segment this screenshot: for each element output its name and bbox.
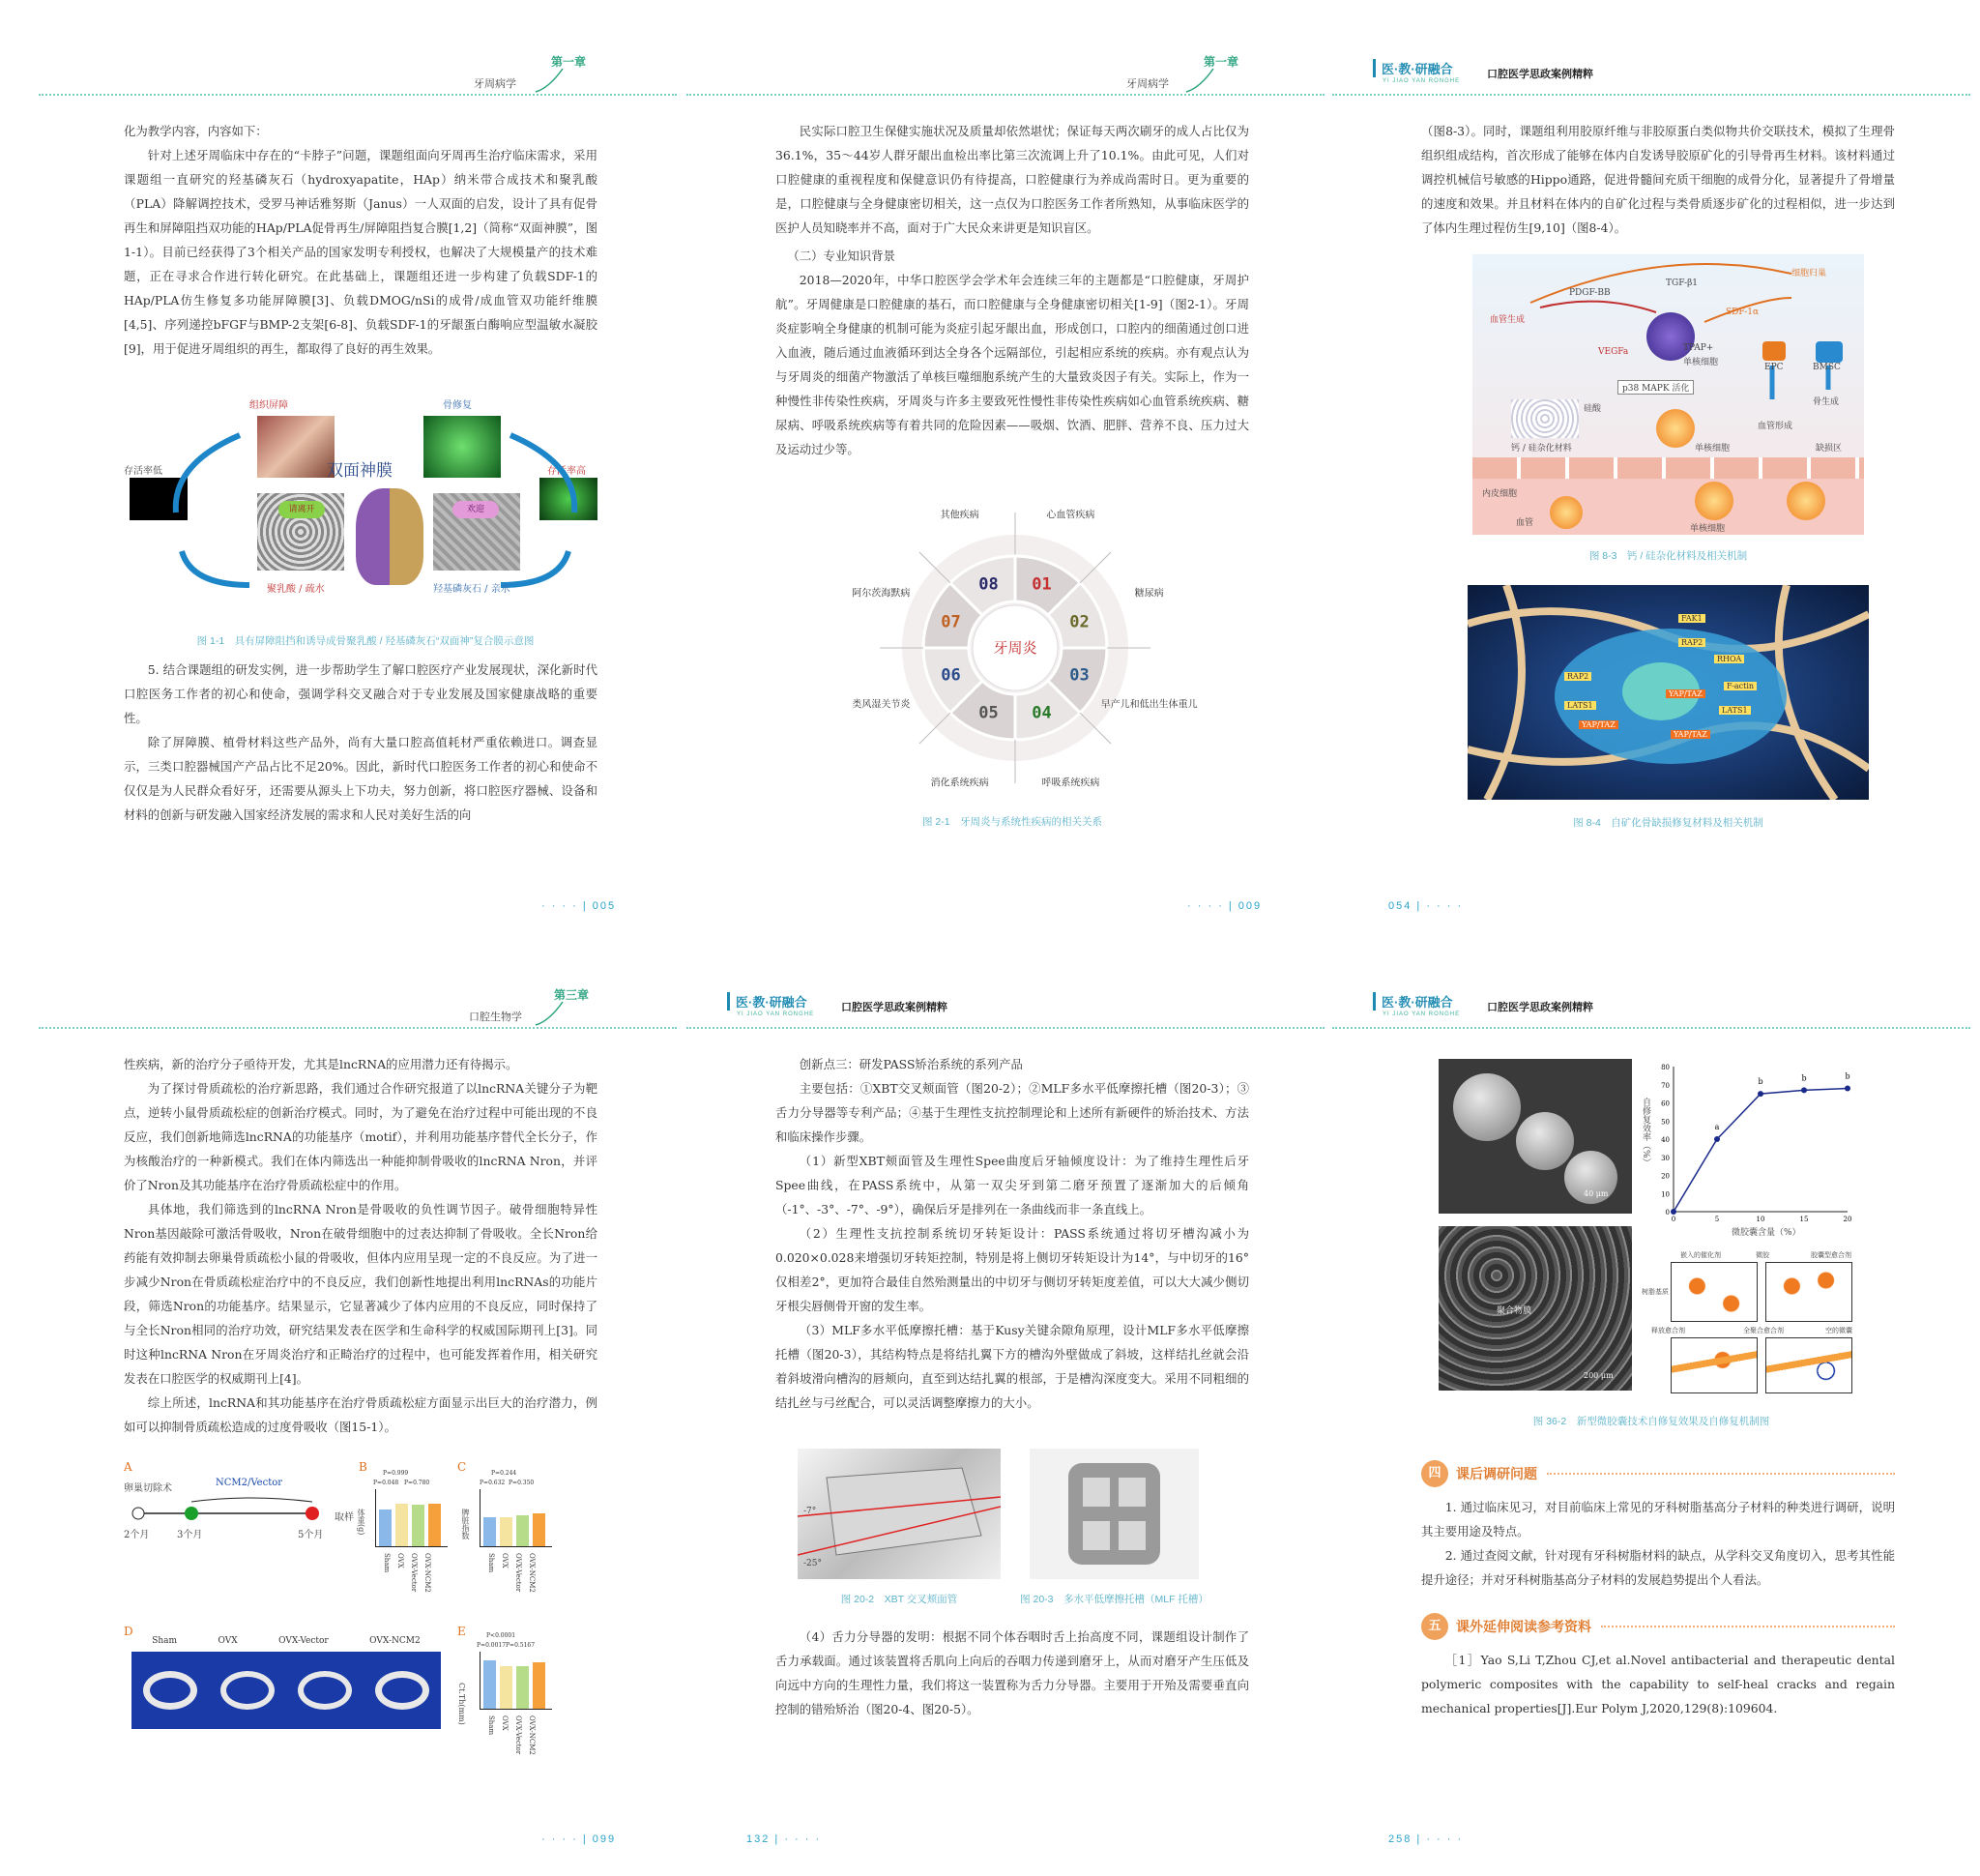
ca-si-mechanism-figure [1472,254,1864,535]
wheel-diagram [822,508,1208,827]
data-point [1671,1209,1676,1215]
p-value: P<0.0001 [486,1632,516,1639]
bar [428,1504,441,1546]
significance-letter: b [1758,1077,1763,1087]
data-point [1758,1091,1763,1097]
group-label: OVX-Vector [278,1636,329,1646]
y-tick-label: 30 [1661,1154,1670,1162]
header-rule [686,1027,1325,1029]
axis-label: Ct.Th(mm) [457,1683,466,1725]
y-tick-label: 50 [1661,1118,1670,1127]
paragraph: （3）MLF多水平低摩擦托槽：基于Kusy关键余隙角原理，设计MLF多水平低摩擦托槽（图20-3），其结构特点是将结扎翼下方的槽沟外壁做成了斜坡，这样结扎丝就会沿着斜坡滑向槽沟的唇颊向，直至到达结扎翼的根部，于是槽沟深度变大。采用不同粗细的结扎丝与弓丝配合，可以灵活调整摩擦力的大小。 [775,1323,1249,1410]
bone-section [143,1671,197,1710]
group-ticks [383,1553,431,1593]
page-number: 258 | · · · · [1388,1833,1464,1845]
fig-label: 骨修复 [443,400,472,411]
mechanism-label: 缺损区 [1816,444,1843,454]
bar [395,1504,408,1546]
mechanism-label: PDGF-BB [1569,288,1611,298]
protein-tag: RHOA [1714,655,1744,663]
paragraph: 针对上述牙周临床中存在的“卡脖子”问题，课题组面向牙周再生治疗临床需求，采用课题组一直研究的羟基磷灰石（hydroxyapatite，HAp）纳米带合成技术和聚乳酸（PLA）降解调控技术，受罗马神话雅努斯（Janus）一人双面的启发，设计了具有促骨再生和屏障阻挡双功能的HAp/PLA促骨再生/屏障阻挡复合膜[1,2]（简称“双面神膜”，图1-1）。目前已经获得了3个相关产品的国家发明专利授权，也解决了大规模量产的技术难题，正在寻求合作进行转化研究。在此基础上，课题组还进一步构建了负载SDF-1的HAp/PLA仿生修复多功能屏障膜[3]、负载DMOG/nSi的成骨/成血管双功能纤维膜[4,5]、序列递控bFGF与BMP-2支架[6-8]、负载SDF-1的牙龈蛋白酶响应型温敏水凝胶[9]，用于促进牙周组织的再生，都取得了良好的再生效果。 [124,148,597,356]
welcome-badge: 欢迎 [452,501,499,518]
mechanism-label: EPC [1764,363,1784,372]
data-point [1845,1086,1850,1092]
mechanism-label: TPAP+ [1683,343,1714,353]
p-value: P=0.5167 [506,1642,536,1649]
figure-caption: 图 2-1 牙周炎与系统性疾病的相关关系 [921,816,1103,828]
group-label: OVX [218,1636,238,1646]
tick-label: Sham [487,1553,495,1573]
running-section: 口腔生物学 [469,1011,522,1023]
significance-letter: a [1714,1123,1720,1131]
y-tick-label: 80 [1661,1064,1670,1071]
book-title: 口腔医学思政案例精粹 [1487,1002,1593,1013]
y-tick-label: 20 [1661,1172,1670,1181]
running-chapter: 第一章 [551,55,587,69]
tick-label: OVX [501,1715,509,1731]
protein-tag: LATS1 [1564,701,1596,710]
bar [500,1517,512,1546]
body-text [775,119,1249,461]
paragraph: （2）生理性支抗控制系统切牙转矩设计：PASS系统通过将切牙槽沟减小为0.020×0.028来增强切牙转矩控制，特别是将上侧切牙转矩设计为14°，与中切牙的16°仅相差2°，更加符合最佳自然殆测量出的中切牙与侧切牙转矩度差值，可以大大减少侧切牙根尖唇侧骨开窗的发生率。 [775,1226,1249,1313]
axis-label: 体重(g) [357,1509,365,1536]
segment-number: 07 [941,612,961,632]
healing-mechanism-panels [1642,1250,1864,1395]
mechanism-label: 血管形成 [1758,422,1793,431]
disease-label: 糖尿病 [1134,588,1164,600]
microcapsule [1453,1073,1521,1141]
scale-bar-label: 200 μm [1584,1371,1614,1380]
body-text [1421,119,1895,240]
body-text-top [124,119,597,361]
brand-title: 医·教·研融合 [1373,992,1453,1011]
panel-letter: E [457,1625,466,1638]
subheading: （二）专业知识背景 [787,249,895,263]
periodontitis-wheel-figure [822,508,1208,827]
reference-item: ［1］Yao S,Li T,Zhou CJ,et al.Novel antibacterial and therapeutic dental polymeric composites with the capability to self-heal cracks and regain mechanical properties[J].Eur Polym J,2020,129(8):109604. [1421,1653,1895,1715]
bone-section [375,1671,429,1710]
bracket-drawing [1030,1449,1199,1579]
segment-number: 05 [978,703,999,723]
header-rule [686,94,1325,96]
question-item: 2. 通过查阅文献，针对现有牙科树脂材料的缺点，从学科交叉角度切入，思考其性能提升途径；并对牙科树脂基高分子材料的发展趋势提出个人看法。 [1421,1548,1895,1587]
wheel-center-label: 牙周炎 [993,639,1037,657]
tick-label: Sham [487,1715,495,1736]
body-text-top [775,1052,1249,1415]
tick-label: Sham [383,1553,391,1573]
y-tick-label: 10 [1661,1190,1670,1199]
page-header [686,44,1325,102]
segment-number: 01 [1032,574,1052,595]
leave-badge: 请离开 [278,501,325,518]
mechanism-label: BMSC [1813,363,1841,372]
significance-letter: b [1845,1071,1850,1081]
axis-label: 自修复效率（%） [1641,1098,1650,1167]
protein-tag: YAP/TAZ [1579,720,1618,729]
page-005 [39,44,677,919]
mechanism-label: 血管 [1516,518,1534,528]
mech-label: 微胶 [1756,1251,1769,1259]
book-title: 口腔医学思政案例精粹 [841,1002,947,1013]
mechanism-label: 细胞归巢 [1791,269,1827,278]
figure-caption: 图 20-2 XBT 交叉颊面管 [840,1594,958,1605]
header-rule [1332,94,1970,96]
xbt-drawing [798,1449,1001,1579]
fig-label: 羟基磷灰石 / 亲水 [433,584,510,595]
paragraph: 化为教学内容，内容如下： [124,124,268,138]
page-header [1332,977,1970,1035]
bone-section [298,1671,352,1710]
disease-label: 其他疾病 [940,510,979,521]
mechanism-label: 单核细胞 [1683,358,1719,367]
paragraph: 为了探讨骨质疏松的治疗新思路，我们通过合作研究报道了以lncRNA关键分子为靶点，逆转小鼠骨质疏松症的创新治疗模式。同时，为了避免在治疗过程中可能出现的不良反应，我们创新地筛选lncRNA的功能基序（motif），并利用功能基序替代全长分子，作为核酸治疗的一种新模式。我们在体内筛选出一种能抑制骨吸收的lncRNA Nron，并评价了Nron及其功能基序在治疗骨质疏松症中的作用。 [124,1081,597,1192]
section-number: 四 [1421,1460,1448,1487]
y-tick-label: 40 [1661,1136,1670,1144]
mechanism-label: TGF-β1 [1666,278,1699,288]
micro-ct-panel [131,1652,441,1729]
disease-label: 心血管疾病 [1046,510,1095,521]
mechanism-label: 钙 / 硅杂化材料 [1511,444,1572,454]
timeline-label: 取样 [335,1512,354,1523]
paragraph: 综上所述，lncRNA和其功能基序在治疗骨质疏松症方面显示出巨大的治疗潜力，例如可以抑制骨质疏松造成的过度骨吸收（图15-1）。 [124,1395,597,1434]
section-heading [1421,1460,1895,1487]
xbt-buccal-tube-figure [798,1449,1001,1579]
page-number: · · · · | 005 [541,900,617,912]
paragraph: （图8-3）。同时，课题组利用胶原纤维与非胶原蛋白类似物共价交联技术，模拟了生理骨组织组成结构，首次形成了能够在体内自发诱导胶原矿化的引导骨再生材料。该材料通过调控机械信号敏感的Hippo通路，促进骨髓间充质干细胞的成骨分化，显著提升了骨增量的速度和效果。并且材料在体内的自矿化过程与类骨质逐步矿化的过程相似，进一步达到了体内生理过程仿生[9,10]（图8-4）。 [1421,124,1895,235]
paragraph: 民实际口腔卫生保健实施状况及质量却依然堪忧；保证每天两次刷牙的成人占比仅为36.1%，35～44岁人群牙龈出血检出率比第三次流调上升了10.1%。由此可见，人们对口腔健康的重视程度和保健意识仍有待提高，口腔健康行为养成尚需时日。更为重要的是，口腔健康与全身健康密切相关，这一点仅为口腔医务工作者所熟知，从事临床医学的医护人员知晓率并不高，面对于广大民众来讲更是知识盲区。 [775,124,1249,235]
tick-label: OVX [501,1553,509,1568]
figure-caption: 图 8-4 自矿化骨缺损修复材料及相关机制 [1573,817,1763,829]
protein-tag: YAP/TAZ [1666,689,1705,698]
chart-axes [1674,1067,1848,1212]
page-132 [686,977,1325,1852]
paragraph: 主要包括：①XBT交叉颊面管（图20-2）；②MLF多水平低摩擦托槽（图20-3）；③舌力分导器等专利产品；④基于生理性支抗控制理论和上述所有新硬件的矫治技术、方法和临床操作步骤。 [775,1081,1249,1144]
axis-label: 微胶囊含量（%） [1732,1228,1801,1238]
body-text [124,1052,597,1439]
mech-label: 全聚合愈合剂 [1743,1327,1784,1334]
protein-tag: FAK1 [1678,614,1705,623]
mech-label: 空的微囊 [1825,1327,1852,1334]
mechanism-label: p38 MAPK 活化 [1617,380,1694,395]
timeline-label: 卵巢切除术 [124,1483,172,1494]
segment-number: 02 [1069,612,1090,632]
segment-number: 03 [1069,665,1090,686]
mechanism-label: 硅酸 [1584,404,1602,414]
paragraph: 创新点三：研发PASS矫治系统的系列产品 [799,1057,1023,1071]
mechanism-label: 血管生成 [1490,315,1526,325]
tick-label: OVX-Vector [514,1553,522,1593]
section-rule [1547,1473,1895,1475]
page-009 [686,44,1325,919]
running-chapter: 第一章 [1204,55,1239,69]
mech-label: 树脂基质 [1642,1288,1669,1296]
x-tick-label: 15 [1799,1216,1809,1223]
panel-letter: D [124,1625,133,1638]
protein-tag: LATS1 [1719,706,1751,715]
line-chart [1640,1059,1862,1243]
p-value: P=0.244 [491,1470,517,1477]
timeline-label: 3个月 [177,1530,203,1540]
sem-fracture-surface [1439,1226,1632,1391]
running-chapter: 第三章 [554,988,590,1002]
p-value: P=0.999 [383,1470,409,1477]
bar [500,1666,512,1709]
timeline-label: 5个月 [298,1530,324,1540]
angle-label: -25° [803,1559,822,1568]
data-point [1714,1136,1720,1142]
figure-caption: 图 20-3 多水平低摩擦托槽（MLF 托槽） [1020,1594,1208,1605]
protein-tag: RAP2 [1564,672,1591,681]
bar [533,1513,545,1546]
brand-pinyin: YI JIAO YAN RONGHE [1383,1011,1461,1017]
mechanism-label: VEGFa [1598,347,1629,357]
self-mineralizing-figure [1468,585,1869,800]
figure-caption: 图 8-3 钙 / 硅杂化材料及相关机制 [1588,550,1748,562]
timeline-label: 2个月 [124,1530,150,1540]
x-tick-label: 20 [1843,1216,1852,1223]
bar [483,1660,496,1709]
micro-ct-labels [131,1636,441,1646]
tick-label: OVX-NCM2 [423,1553,431,1593]
self-healing-chart [1640,1059,1862,1243]
series-line [1674,1089,1848,1213]
question-item: 1. 通过临床见习，对目前临床上常见的牙科树脂基高分子材料的种类进行调研，说明其主要用途及特点。 [1421,1500,1895,1539]
page-099 [39,977,677,1852]
mechanism-label: 骨生成 [1813,397,1840,407]
figure-caption: 图 36-2 新型微胶囊技术自修复效果及自修复机制图 [1532,1416,1770,1427]
janus-membrane-figure [124,396,607,619]
protein-tag: RAP2 [1678,638,1705,647]
group-label: OVX-NCM2 [369,1636,421,1646]
post-class-section [1421,1451,1895,1720]
segment-number: 04 [1032,703,1052,723]
page-header [686,977,1325,1035]
fig-label: 组织屏障 [249,400,288,411]
x-tick-label: 10 [1756,1216,1765,1223]
y-tick-label: 0 [1665,1209,1670,1216]
disease-label: 阿尔茨海默病 [852,588,911,600]
timeline-label: NCM2/Vector [216,1478,283,1488]
paragraph: （1）新型XBT颊面管及生理性Spee曲度后牙轴倾度设计：为了维持生理性后牙Spee曲线，在PASS系统中，从第一双尖牙到第二磨牙预置了逐渐加大的后倾角（-1°、-3°、-7°、-9°），确保后牙是排列在一条曲线而非一条直线上。 [775,1154,1249,1216]
disease-label: 消化系统疾病 [930,777,989,789]
tick-label: OVX-Vector [410,1553,418,1593]
segment-number: 06 [941,665,961,686]
bar [483,1517,496,1546]
axis-label: 脾脏指数 [461,1509,470,1539]
paragraph: 具体地，我们筛选到的lncRNA Nron是骨吸收的负性调节因子。破骨细胞特异性Nron基因敲除可激活骨吸收，Nron在破骨细胞中的过表达抑制了骨吸收。全长Nron给药能有效抑制去卵巢骨质疏松小鼠的骨吸收，但体内应用呈现一定的不良反应。为了进一步减少Nron在骨质疏松症治疗中的不良反应，我们创新性地提出利用lncRNAs的功能片段，筛选Nron的功能基序。结果显示，它显著减少了体内应用的不良反应，同时保持了与全长Nron相同的治疗功效，研究结果发表在医学和生命科学的权威国际期刊上[3]。同时这种lncRNA Nron在牙周炎治疗和正畸治疗的过程中，也可能发挥着作用，相关研究发表在口腔医学的权威期刊上[4]。 [124,1202,597,1386]
disease-label: 早产儿和低出生体重儿 [1100,699,1198,711]
bar [533,1662,545,1709]
bone-section [220,1671,275,1710]
protein-tag: YAP/TAZ [1671,730,1710,739]
microcapsule [1516,1112,1574,1170]
header-rule [1332,1027,1970,1029]
mechanism-label: SDF-1α [1726,308,1760,317]
paragraph: （4）舌力分导器的发明：根据不同个体吞咽时舌上抬高度不同，课题组设计制作了舌力承载面。通过该装置将舌肌向上向后的吞咽力传递到磨牙上，从而对磨牙产生压低及向远中方向的生理性力量，我们将这一装置称为舌力分导器。主要用于开殆及需要垂直向控制的错殆矫治（图20-4、图20-5）。 [775,1629,1249,1716]
tick-label: OVX [396,1553,404,1568]
data-point [1801,1087,1807,1093]
y-tick-label: 70 [1661,1081,1670,1090]
body-text-bottom [124,658,597,827]
p-value: P=0.0017 [477,1642,507,1649]
right-cycle-arrow-icon [501,425,588,590]
page-header [1332,44,1970,102]
scale-bar-label: 40 μm [1584,1189,1609,1198]
tick-label: OVX-NCM2 [528,1715,536,1755]
y-tick-label: 60 [1661,1099,1670,1108]
fig-label: 聚乳酸 / 疏水 [267,584,325,595]
left-cycle-arrow-icon [162,425,249,590]
bar [412,1505,424,1546]
significance-letter: b [1801,1073,1807,1083]
section-title: 课后调研问题 [1456,1467,1537,1482]
group-ticks [487,1715,536,1755]
mech-label: 释放愈合剂 [1651,1327,1685,1334]
page-054 [1332,44,1970,919]
paragraph: 性疾病，新的治疗分子亟待开发，尤其是lncRNA的应用潜力还有待揭示。 [124,1057,518,1071]
mech-panel [1671,1337,1758,1393]
bar [516,1666,529,1709]
bar [516,1515,529,1546]
mech-panel [1765,1262,1852,1322]
bar-chart-c [480,1489,552,1547]
x-tick-label: 5 [1714,1216,1720,1223]
p-value: P=0.350 [509,1480,535,1486]
page-header [39,44,677,102]
janus-head [356,488,423,585]
bone-stain-photo [423,416,501,478]
nron-figure [124,1460,646,1770]
group-ticks [487,1553,536,1593]
mechanism-label: 单核细胞 [1695,444,1731,454]
mech-panel [1671,1262,1758,1322]
panel-letter: A [124,1460,132,1474]
paragraph: 除了屏障膜、植骨材料这些产品外，尚有大量口腔高值耗材严重依赖进口。调查显示，三类口腔器械国产产品占比不足20%。因此，新时代口腔医务工作者的初心和使命不仅仅是为人民群众看好牙，还需要从源头上下功夫，努力创新，将口腔医疗器械、设备和材料的创新与研发融入国家经济发展的需求和人民对美好生活的向 [124,735,597,822]
paragraph: 5. 结合课题组的研发实例，进一步帮助学生了解口腔医疗产业发展现状，深化新时代口腔医务工作者的初心和使命，强调学科交叉融合对于专业发展及国家健康战略的重要性。 [124,662,597,725]
mech-label: 胶囊型愈合剂 [1811,1251,1851,1259]
group-label: Sham [152,1636,178,1646]
bar-chart-e [480,1652,552,1710]
panel-letter: B [359,1460,367,1474]
header-rule [39,1027,677,1029]
section-title: 课外延伸阅读参考资料 [1456,1620,1591,1635]
header-rule [39,94,677,96]
tick-label: OVX-NCM2 [528,1553,536,1593]
sem-microcapsules [1439,1059,1632,1214]
segment-number: 08 [978,574,999,595]
disease-label: 呼吸系统疾病 [1041,777,1100,789]
brand-pinyin: YI JIAO YAN RONGHE [1383,78,1461,84]
page-number: · · · · | 009 [1187,900,1263,912]
mlf-bracket-figure [1030,1449,1199,1579]
page-header [39,977,677,1035]
figure-caption: 图 1-1 具有屏障阻挡和诱导成骨聚乳酸 / 羟基磷灰石“双面神”复合膜示意图 [196,635,535,647]
disease-label: 类风湿关节炎 [852,699,911,711]
mechanism-arrows [1472,254,1864,535]
mechanism-label: 内皮细胞 [1482,489,1518,499]
paragraph: 2018—2020年，中华口腔医学会学术年会连续三年的主题都是“口腔健康，牙周护航”。牙周健康是口腔健康的基石，而口腔健康与全身健康密切相关[1-9]（图2-1）。牙周炎症影响全身健康的机制可能为炎症引起牙龈出血，形成创口，口腔内的细菌通过创口进入血液，随后通过血液循环到达全身各个远隔部位，引起相应系统的疾病。亦有观点认为与牙周炎的细菌产物激活了单核巨噬细胞系统产生的大量致炎因子有关。实际上，作为一种慢性非传染性疾病，牙周炎与许多主要致死性慢性非传染性疾病如心血管系统疾病、糖尿病、呼吸系统疾病等有着共同的危险因素——吸烟、饮酒、肥胖、营养不良、压力过大及运动过少等。 [775,273,1249,456]
mech-panel [1765,1337,1852,1393]
section-rule [1601,1626,1895,1627]
page-number: 054 | · · · · [1388,900,1464,912]
page-number: 132 | · · · · [746,1833,822,1845]
brand-title: 医·教·研融合 [727,992,807,1011]
fig-label: 存活率高 [547,466,586,477]
page-258 [1332,977,1970,1852]
book-title: 口腔医学思政案例精粹 [1487,69,1593,80]
page-number: · · · · | 099 [541,1833,617,1845]
p-value: P=0.780 [404,1480,430,1486]
sem-label: 聚合物膜 [1497,1306,1532,1316]
body-text-bottom [775,1625,1249,1721]
x-tick-label: 0 [1671,1216,1676,1223]
fig-center-title: 双面神膜 [327,461,393,480]
tissue-photo [257,416,335,478]
angle-label: -7° [803,1507,817,1516]
section-number: 五 [1421,1613,1448,1640]
fig-label: 存活率低 [124,466,162,477]
mechanism-label: 单核细胞 [1690,524,1726,534]
brand-pinyin: YI JIAO YAN RONGHE [737,1011,815,1017]
section-heading [1421,1613,1895,1640]
running-section: 牙周病学 [474,78,516,90]
panel-letter: C [457,1460,467,1474]
p-value: P=0.048 [373,1480,399,1486]
mech-label: 嵌入的催化剂 [1680,1251,1721,1259]
tick-label: OVX-Vector [514,1715,522,1755]
protein-tag: F-actin [1724,682,1757,690]
bar [379,1510,392,1546]
bar-chart-b [375,1489,448,1547]
running-section: 牙周病学 [1126,78,1169,90]
brand-title: 医·教·研融合 [1373,59,1453,77]
p-value: P=0.632 [480,1480,506,1486]
